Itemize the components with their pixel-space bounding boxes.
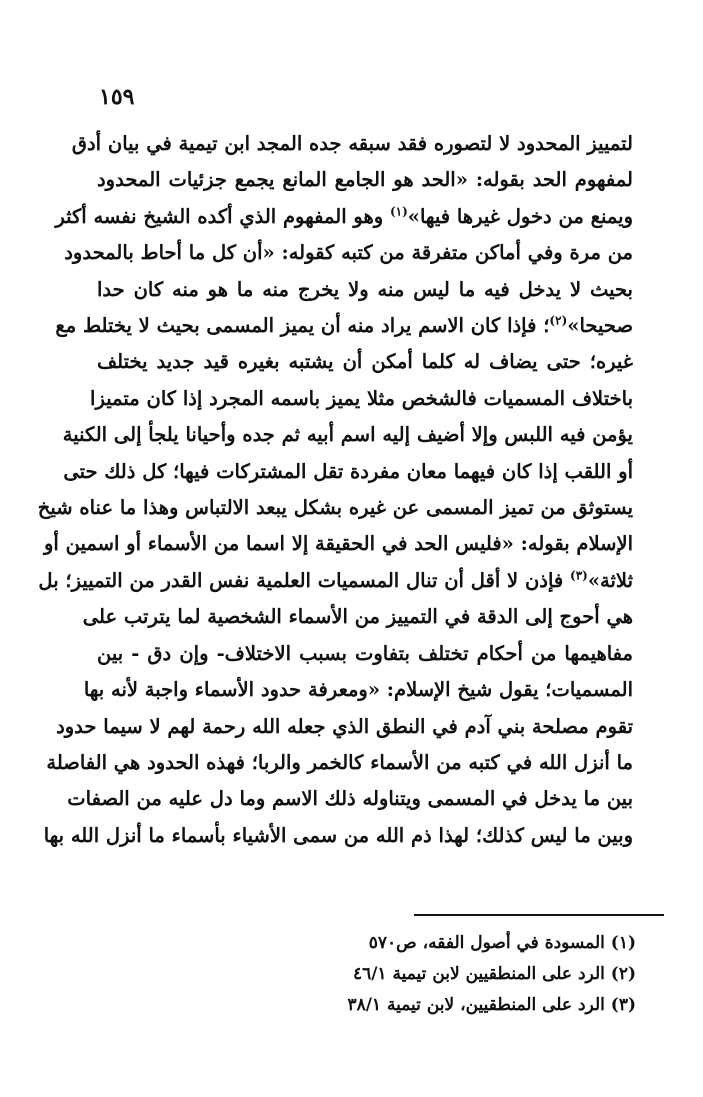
text-run: صحيحا» (567, 314, 633, 338)
text-run: ؛ فإذا كان الاسم يراد منه أن يميز المسمى بحيث لا يختلط مع (55, 314, 550, 338)
text-line: يؤمن فيه اللبس وإلا أضيف إليه اسم أبيه ثم جده وأحيانا يلجأ إلى الكنية (62, 423, 633, 447)
text-line: وبين ما ليس كذلك؛ لهذا ذم الله من سمى الأشياء بأسماء ما أنزل الله بها (43, 823, 633, 847)
text-line: مفاهيمها من أحكام تختلف بتفاوت بسبب الاختلاف- وإن دق - بين (97, 641, 633, 665)
text-line (55, 308, 633, 344)
text-line: الإسلام بقوله: «فليس الحد في الحقيقة إلا اسما من الأسماء أو اسمين أو (44, 532, 633, 556)
text-line: تقوم مصلحة بني آدم في النطق الذي جعله الله رحمة لهم لا سيما حدود (56, 714, 633, 738)
text-line: أو اللقب إذا كان فيهما معان مفردة تقل المشتركات فيها؛ كل ذلك حتى (63, 459, 633, 483)
page-number: ١٥٩ (99, 84, 135, 110)
text-run: ثلاثة» (587, 568, 633, 592)
text-line: بحيث لا يدخل فيه ما ليس منه ولا يخرج منه ما هو منه كان حدا (97, 277, 633, 301)
text-run: وهو المفهوم الذي أكده الشيخ نفسه أكثر (55, 204, 390, 228)
footnote: (٢) الرد على المنطقيين لابن تيمية ٤٦/١ (352, 964, 636, 984)
footnotes (300, 928, 636, 1021)
text-line: المسميات؛ يقول شيخ الإسلام: «ومعرفة حدود الأسماء واجبة لأنه بها (83, 678, 633, 702)
text-line: لتمييز المحدود لا لتصوره فقد سبقه جده المجد ابن تيمية في بيان أدق (71, 132, 633, 155)
footnote-ref-2[interactable]: (٢) (549, 313, 568, 328)
text-line: لمفهوم الحد بقوله: «الحد هو الجامع المانع يجمع جزئيات المحدود (97, 168, 633, 192)
text-line: يستوثق من تميز المسمى عن غيره بشكل يبعد الالتباس وهذا ما عناه شيخ (37, 496, 633, 520)
text-line: من مرة وفي أماكن متفرقة من كتبه كقوله: «أن كل ما أحاط بالمحدود (64, 241, 633, 265)
text-run: ويمنع من دخول غيرها فيها» (407, 204, 633, 228)
footnote: (٣) الرد على المنطقيين، لابن تيمية ٣٨/١ (347, 995, 636, 1015)
footnote: (١) المسودة في أصول الفقه، ص٥٧٠ (368, 933, 636, 953)
text-line: غيره؛ حتى يضاف له كلما أمكن أن يشتبه بغيره قيد جديد يختلف (97, 350, 633, 374)
text-line: باختلاف المسميات فالشخص مثلا يميز باسمه المجرد إذا كان متميزا (90, 386, 633, 410)
text-line (55, 199, 633, 235)
text-line: بين ما يدخل في المسمى ويتناوله ذلك الاسم وما دل عليه من الصفات (67, 787, 633, 811)
text-line (38, 563, 633, 599)
text-run: فإذن لا أقل أن تنال المسميات العلمية نفس القدر من التمييز؛ بل (38, 568, 571, 592)
footnote-divider (414, 914, 664, 916)
footnote-ref-3[interactable]: (٣) (570, 568, 588, 583)
text-line: ما أنزل الله في كتبه من الأسماء كالخمر والربا؛ فهذه الحدود هي الفاصلة (46, 750, 633, 774)
text-line: هي أحوج إلى الدقة في التمييز من الأسماء الشخصية لما يترتب على (82, 605, 633, 629)
footnote-ref-1[interactable]: (١) (389, 204, 408, 219)
body-text (37, 126, 633, 854)
